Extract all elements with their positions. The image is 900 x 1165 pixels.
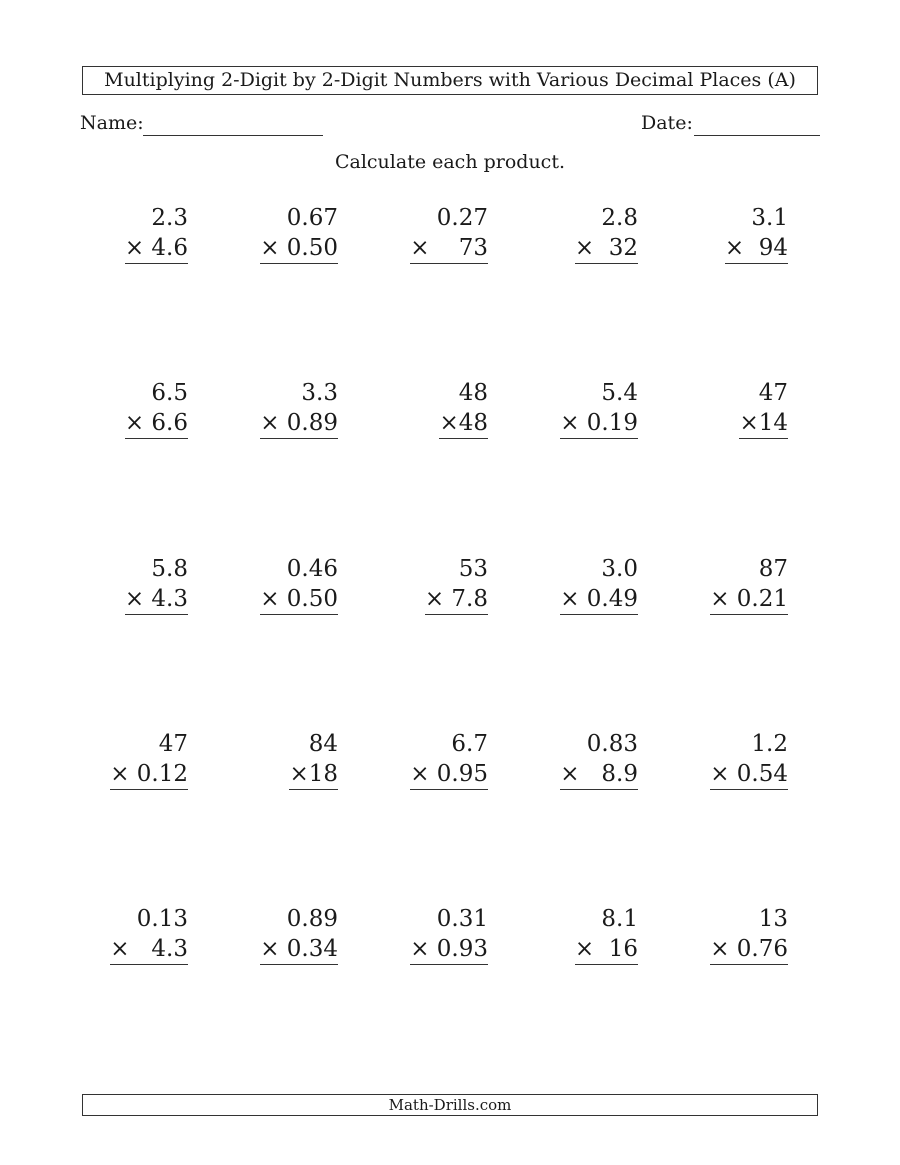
multiplier: × 0.76 <box>710 935 788 965</box>
multiplicand: 3.0 <box>601 556 638 582</box>
problem-item <box>68 729 188 790</box>
multiplier: × 4.3 <box>125 585 188 615</box>
problem-item <box>368 203 488 264</box>
multiplicand: 84 <box>308 731 338 757</box>
multiplier: × 94 <box>725 234 788 264</box>
multiplier: × 73 <box>410 234 488 264</box>
problem-item <box>668 378 788 439</box>
problem-item <box>518 904 638 965</box>
problem-item <box>218 203 338 264</box>
multiplier: × 16 <box>575 935 638 965</box>
problem-item <box>368 554 488 615</box>
multiplicand: 53 <box>458 556 488 582</box>
multiplicand: 1.2 <box>751 731 788 757</box>
problem-item <box>68 203 188 264</box>
multiplier: × 6.6 <box>125 409 188 439</box>
multiplier: × 8.9 <box>560 760 638 790</box>
problem-item <box>68 904 188 965</box>
multiplier: × 0.93 <box>410 935 488 965</box>
multiplier: × 7.8 <box>425 585 488 615</box>
multiplier: × 4.3 <box>110 935 188 965</box>
multiplicand: 5.8 <box>151 556 188 582</box>
problem-item <box>368 378 488 439</box>
name-label: Name: <box>80 112 144 134</box>
multiplicand: 0.67 <box>286 205 338 231</box>
multiplier: × 0.34 <box>260 935 338 965</box>
multiplicand: 6.5 <box>151 380 188 406</box>
multiplicand: 48 <box>458 380 488 406</box>
instructions: Calculate each product. <box>334 151 566 173</box>
multiplicand: 2.8 <box>601 205 638 231</box>
multiplicand: 87 <box>758 556 788 582</box>
footer: Math-Drills.com <box>82 1094 818 1116</box>
multiplier: ×48 <box>439 409 488 439</box>
problem-item <box>668 904 788 965</box>
multiplier: × 4.6 <box>125 234 188 264</box>
multiplicand: 47 <box>758 380 788 406</box>
worksheet-title: Multiplying 2-Digit by 2-Digit Numbers with Various Decimal Places (A) <box>82 66 818 95</box>
multiplicand: 3.3 <box>301 380 338 406</box>
multiplicand: 8.1 <box>601 906 638 932</box>
multiplier: ×14 <box>739 409 788 439</box>
multiplicand: 0.89 <box>286 906 338 932</box>
problem-item <box>668 729 788 790</box>
problem-item <box>68 378 188 439</box>
multiplier: × 0.50 <box>260 585 338 615</box>
multiplier: × 0.89 <box>260 409 338 439</box>
problem-item <box>218 378 338 439</box>
multiplier: × 0.54 <box>710 760 788 790</box>
multiplicand: 6.7 <box>451 731 488 757</box>
multiplier: × 0.12 <box>110 760 188 790</box>
multiplier: × 32 <box>575 234 638 264</box>
problem-item <box>368 904 488 965</box>
problem-item <box>218 554 338 615</box>
multiplicand: 0.27 <box>436 205 488 231</box>
multiplicand: 47 <box>158 731 188 757</box>
problem-item <box>518 554 638 615</box>
problem-item <box>218 729 338 790</box>
multiplier: × 0.19 <box>560 409 638 439</box>
multiplicand: 5.4 <box>601 380 638 406</box>
multiplier: × 0.50 <box>260 234 338 264</box>
multiplicand: 0.46 <box>286 556 338 582</box>
multiplier: × 0.21 <box>710 585 788 615</box>
problem-item <box>218 904 338 965</box>
multiplier: × 0.95 <box>410 760 488 790</box>
problem-item <box>368 729 488 790</box>
problem-item <box>668 554 788 615</box>
multiplicand: 0.83 <box>586 731 638 757</box>
problem-item <box>518 378 638 439</box>
problem-item <box>518 729 638 790</box>
multiplicand: 0.13 <box>136 906 188 932</box>
date-label: Date: <box>641 112 693 134</box>
multiplicand: 2.3 <box>151 205 188 231</box>
problem-item <box>68 554 188 615</box>
multiplicand: 13 <box>758 906 788 932</box>
multiplicand: 3.1 <box>751 205 788 231</box>
multiplier: ×18 <box>289 760 338 790</box>
multiplicand: 0.31 <box>436 906 488 932</box>
problem-item <box>668 203 788 264</box>
problem-item <box>518 203 638 264</box>
multiplier: × 0.49 <box>560 585 638 615</box>
